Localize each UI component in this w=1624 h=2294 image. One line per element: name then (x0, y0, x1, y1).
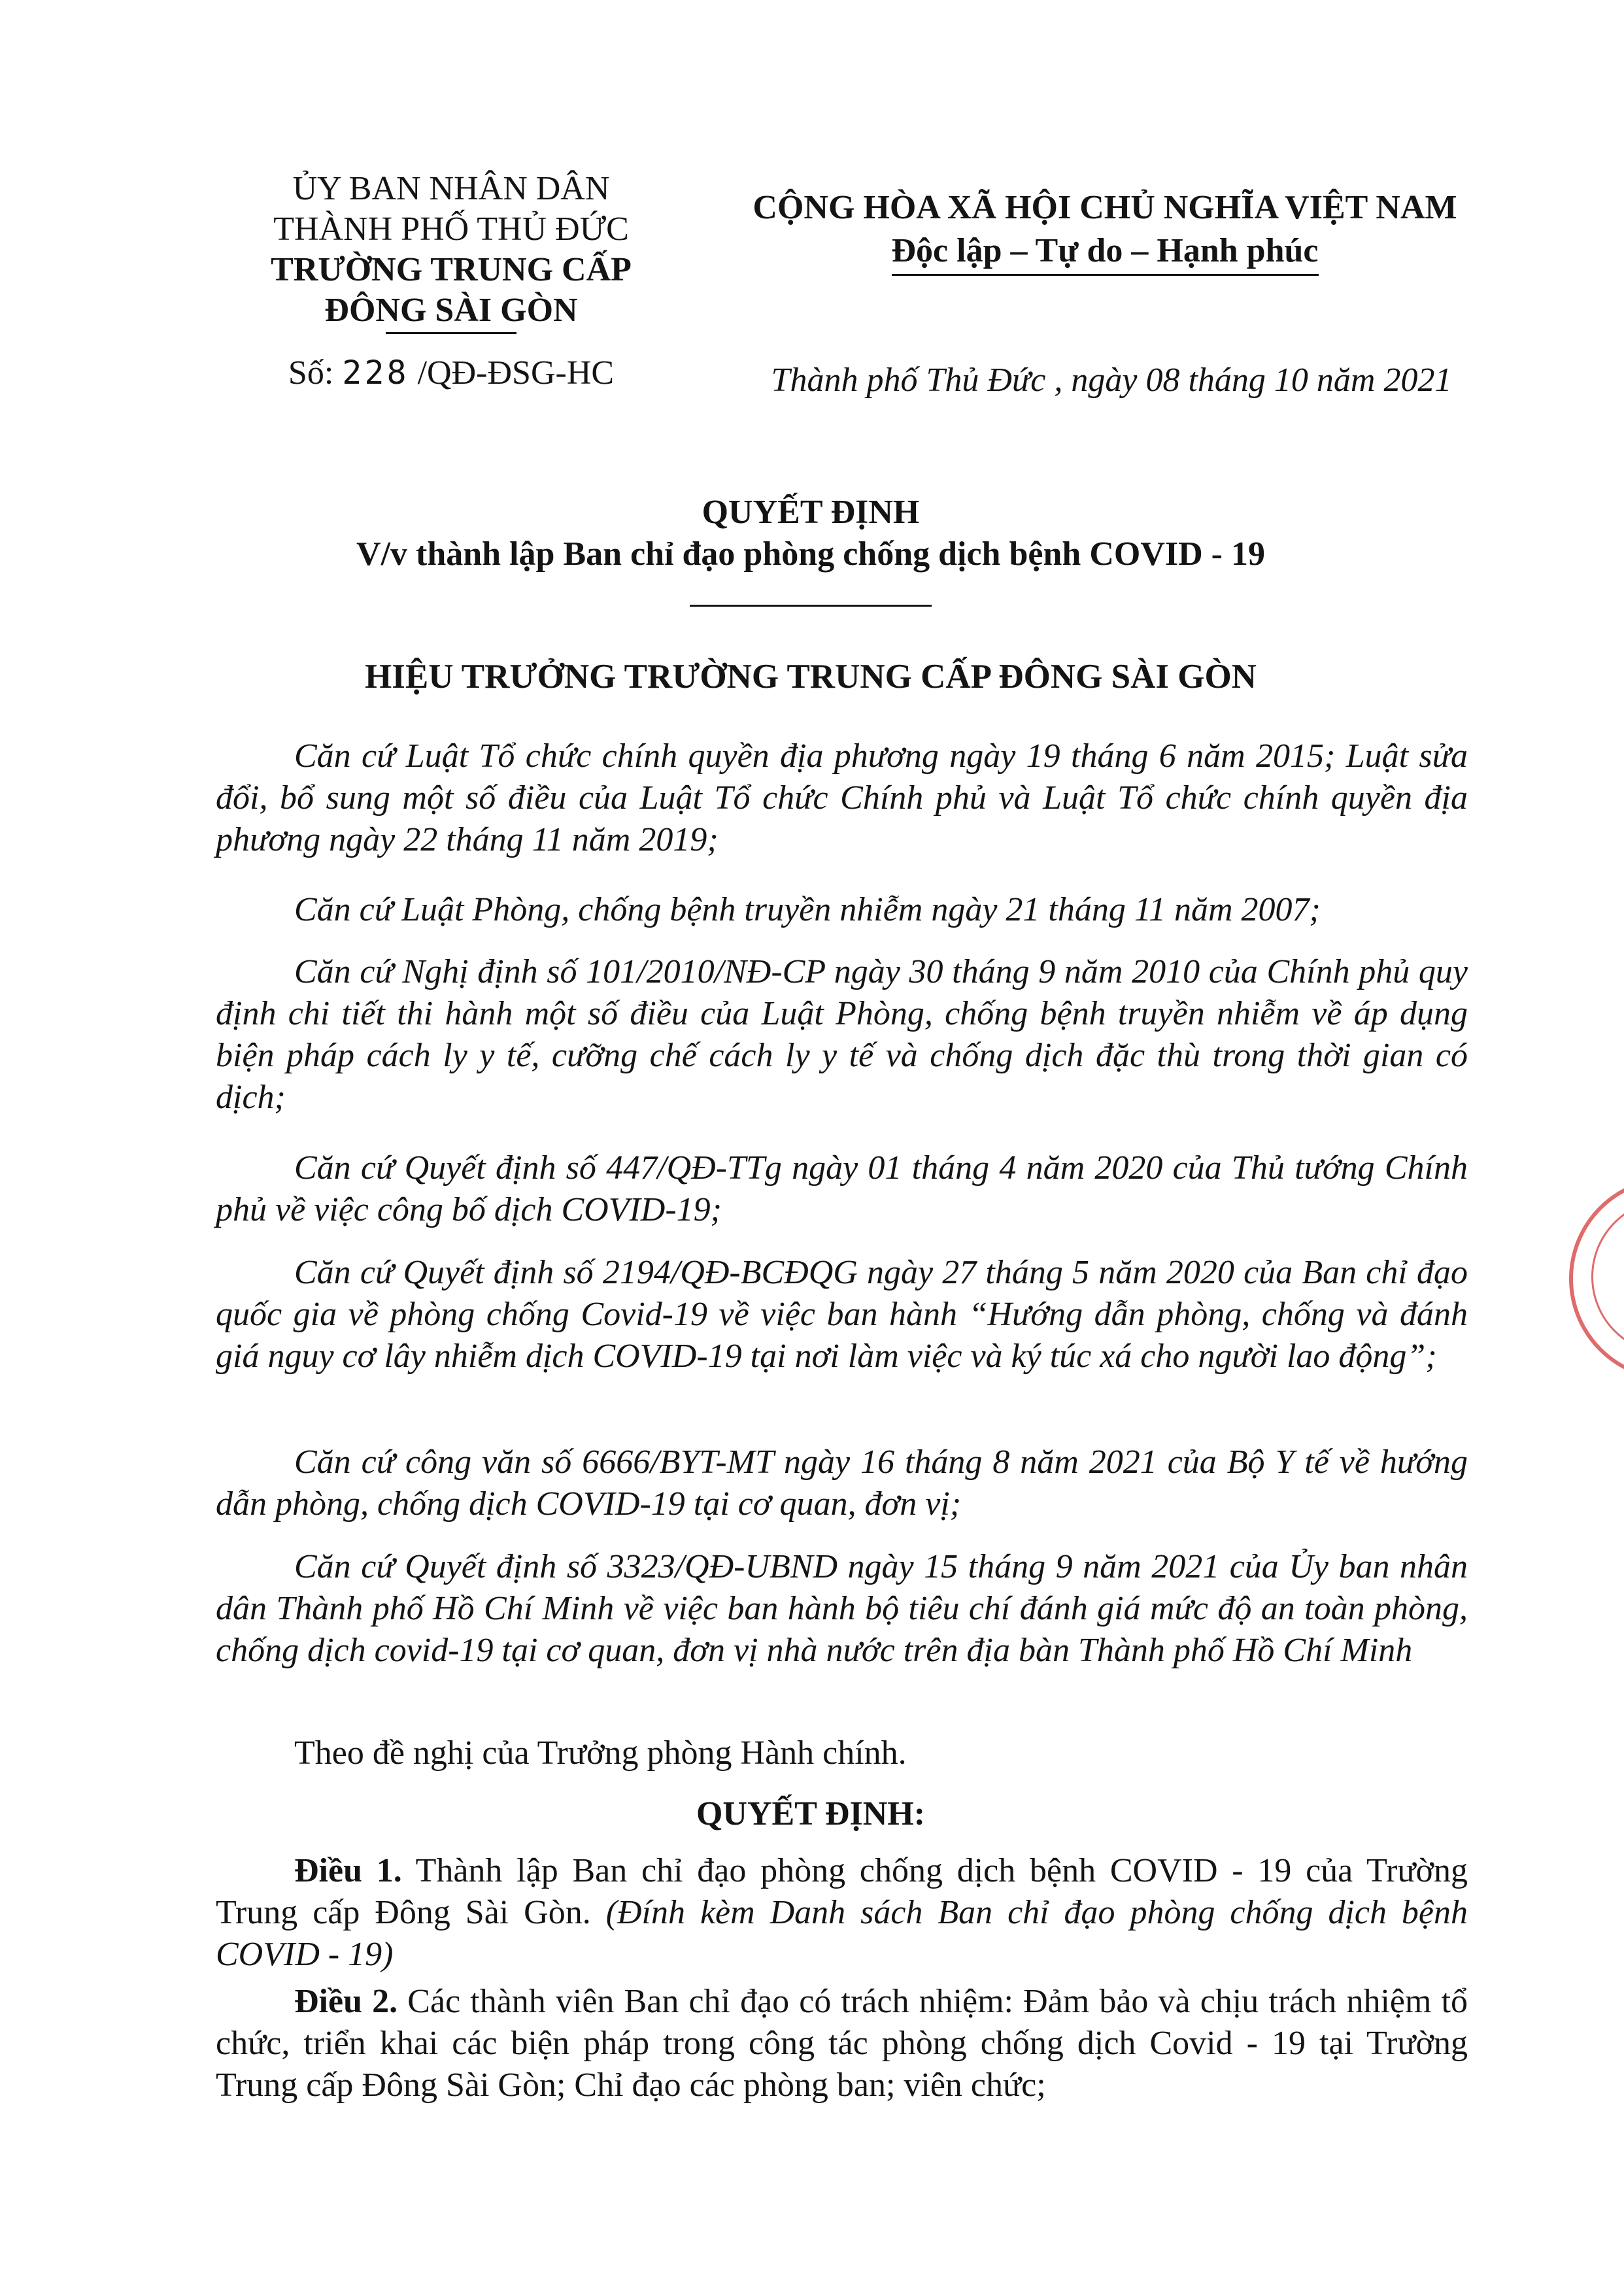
agency-line-2: THÀNH PHỐ THỦ ĐỨC (273, 211, 629, 248)
article-2-label: Điều 2. (294, 1983, 398, 2020)
legal-basis-7: Căn cứ Quyết định số 3323/QĐ-UBND ngày 15 tháng 9 năm 2021 của Ủy ban nhân dân Thành phố Hồ Chí Minh về việc ban hành bộ tiêu chí đánh giá mức độ an toàn phòng, chống dịch covid-19 tại cơ quan, đơn vị nhà nước trên địa bàn Thành phố Hồ Chí Minh (216, 1548, 1468, 1669)
article-2-text: Các thành viên Ban chỉ đạo có trách nhiệm: Đảm bảo và chịu trách nhiệm tổ chức, triển khai các biện pháp trong công tác phòng chống dịch Covid - 19 tại Trường Trung cấp Đông Sài Gòn; Chỉ đạo các phòng ban; viên chức; (216, 1983, 1468, 2104)
nation-name: CỘNG HÒA XÃ HỘI CHỦ NGHĨA VIỆT NAM (753, 189, 1457, 226)
national-header-block (713, 186, 1497, 276)
document-date: Thành phố Thủ Đức , ngày 08 tháng 10 năm 2021 (771, 362, 1452, 399)
legal-basis-3: Căn cứ Nghị định số 101/2010/NĐ-CP ngày 30 tháng 9 năm 2010 của Chính phủ quy định chi tiết thi hành một số điều của Luật Phòng, chống bệnh truyền nhiễm về áp dụng biện pháp cách ly y tế, cưỡng chế cách ly y tế và chống dịch đặc thù trong thời gian có dịch; (216, 953, 1468, 1116)
school-name-line-1: TRƯỜNG TRUNG CẤP (271, 251, 632, 288)
school-name-line-2: ĐÔNG SÀI GÒN (324, 292, 578, 329)
issuing-agency-block (216, 169, 686, 394)
article-1-label: Điều 1. (294, 1852, 402, 1889)
agency-underline (386, 332, 516, 334)
document-number-handwritten: 228 (342, 354, 409, 392)
title-divider (690, 605, 932, 607)
legal-basis-5: Căn cứ Quyết định số 2194/QĐ-BCĐQG ngày 27 tháng 5 năm 2020 của Ban chỉ đạo quốc gia về phòng chống Covid-19 về việc ban hành “Hướng dẫn phòng, chống và đánh giá nguy cơ lây nhiễm dịch COVID-19 tại nơi làm việc và ký túc xá cho người lao động”; (216, 1254, 1468, 1375)
document-subject: V/v thành lập Ban chỉ đạo phòng chống dịch bệnh COVID - 19 (356, 535, 1265, 573)
article-1-text: Thành lập Ban chỉ đạo phòng chống dịch bệnh COVID - 19 của Trường Trung cấp Đông Sài Gòn. (216, 1852, 1468, 1931)
legal-basis-1: Căn cứ Luật Tổ chức chính quyền địa phương ngày 19 tháng 6 năm 2015; Luật sửa đổi, bổ sung một số điều của Luật Tổ chức Chính phủ và Luật Tổ chức chính quyền địa phương ngày 22 tháng 11 năm 2019; (216, 737, 1468, 858)
document-title-block (196, 492, 1425, 575)
proposal-line: Theo đề nghị của Trưởng phòng Hành chính. (294, 1734, 907, 1772)
legal-basis-2: Căn cứ Luật Phòng, chống bệnh truyền nhiễm ngày 21 tháng 11 năm 2007; (294, 891, 1321, 928)
national-motto: Độc lập – Tự do – Hạnh phúc (892, 229, 1319, 276)
article-1-note: (Đính kèm Danh sách Ban chỉ đạo phòng chống dịch bệnh COVID - 19) (216, 1894, 1468, 1973)
article-1 (216, 1850, 1468, 1976)
legal-basis-6: Căn cứ công văn số 6666/BYT-MT ngày 16 tháng 8 năm 2021 của Bộ Y tế về hướng dẫn phòng, chống dịch COVID-19 tại cơ quan, đơn vị; (216, 1443, 1468, 1523)
document-title: QUYẾT ĐỊNH (702, 494, 920, 531)
issuer-title: HIỆU TRƯỞNG TRƯỜNG TRUNG CẤP ĐÔNG SÀI GÒN (365, 658, 1257, 696)
agency-line-1: ỦY BAN NHÂN DÂN (292, 170, 610, 207)
document-number-prefix: Số: (288, 354, 334, 392)
document-number-suffix: /QĐ-ĐSG-HC (417, 354, 615, 392)
official-stamp (1569, 1177, 1624, 1381)
stamp-inner-ring (1591, 1199, 1624, 1355)
decision-heading: QUYẾT ĐỊNH: (696, 1795, 926, 1832)
document-number (216, 352, 686, 394)
article-2 (216, 1981, 1468, 2106)
legal-basis-4: Căn cứ Quyết định số 447/QĐ-TTg ngày 01 tháng 4 năm 2020 của Thủ tướng Chính phủ về việc công bố dịch COVID-19; (216, 1149, 1468, 1228)
